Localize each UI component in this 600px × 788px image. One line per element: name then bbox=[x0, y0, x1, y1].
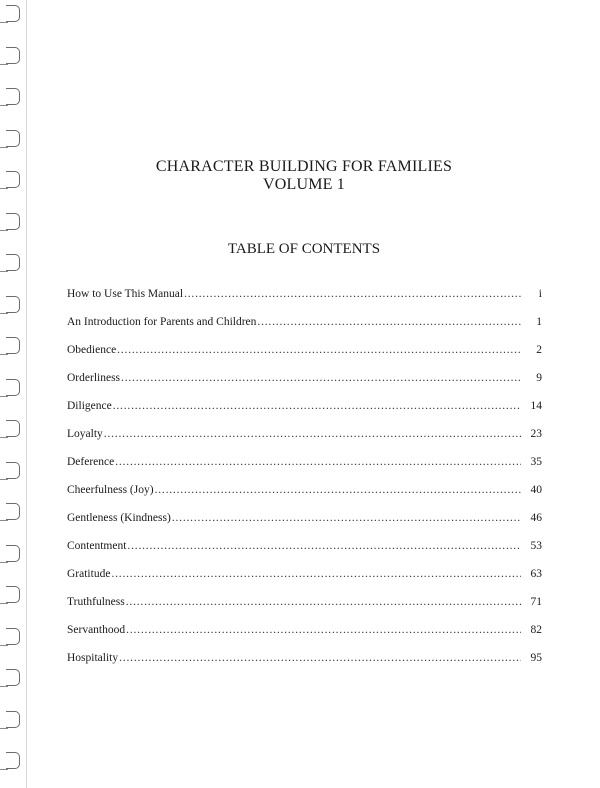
page-edge-line bbox=[26, 0, 27, 788]
binding-coil bbox=[6, 130, 20, 147]
toc-dot-leader bbox=[111, 567, 521, 581]
toc-entry-label: Orderliness bbox=[67, 372, 121, 384]
toc-dot-leader bbox=[126, 595, 521, 609]
binding-coil bbox=[6, 752, 20, 769]
toc-entry-label: Deference bbox=[67, 456, 115, 468]
toc-entry bbox=[67, 315, 542, 343]
binding-coil bbox=[6, 711, 20, 728]
toc-entry bbox=[67, 371, 542, 399]
title-line-2: VOLUME 1 bbox=[262, 176, 346, 193]
binding-coil bbox=[6, 5, 20, 22]
toc-entry bbox=[67, 567, 542, 595]
binding-coil bbox=[6, 628, 20, 645]
toc-entry bbox=[67, 455, 542, 483]
toc-entry bbox=[67, 399, 542, 427]
toc-entry-page: 46 bbox=[530, 512, 542, 524]
toc-dot-leader bbox=[115, 455, 521, 469]
toc-entry-label: Loyalty bbox=[67, 428, 103, 440]
binding-coil bbox=[6, 337, 20, 354]
toc-entry-page: i bbox=[538, 288, 542, 300]
binding-coil bbox=[6, 586, 20, 603]
toc-dot-leader bbox=[184, 287, 521, 301]
toc-entry-page: 95 bbox=[530, 652, 542, 664]
toc-entry-label: Contentment bbox=[67, 540, 127, 552]
binding-coil bbox=[6, 503, 20, 520]
title-line-1: CHARACTER BUILDING FOR FAMILIES bbox=[155, 158, 453, 175]
toc-dot-leader bbox=[119, 651, 521, 665]
toc-entry-label: Truthfulness bbox=[67, 596, 125, 608]
toc-entry-page: 23 bbox=[530, 428, 542, 440]
toc-entry bbox=[67, 651, 542, 679]
toc-entry-page: 53 bbox=[530, 540, 542, 552]
binding-coil bbox=[6, 379, 20, 396]
binding-coil bbox=[6, 545, 20, 562]
toc-dot-leader bbox=[104, 427, 521, 441]
toc-dot-leader bbox=[257, 315, 521, 329]
toc-dot-leader bbox=[126, 623, 521, 637]
toc-entry-label: Gratitude bbox=[67, 568, 111, 580]
toc-dot-leader bbox=[155, 483, 521, 497]
toc-entry bbox=[67, 595, 542, 623]
toc-entry-page: 14 bbox=[530, 400, 542, 412]
toc-entry-label: Gentleness (Kindness) bbox=[67, 512, 171, 524]
binding-coil bbox=[6, 462, 20, 479]
binding-coil bbox=[6, 296, 20, 313]
binding-coil bbox=[6, 47, 20, 64]
toc-entry-page: 35 bbox=[530, 456, 542, 468]
toc-entry-label: Obedience bbox=[67, 344, 117, 356]
binding-coil bbox=[6, 420, 20, 437]
toc-heading: TABLE OF CONTENTS bbox=[227, 241, 381, 257]
toc-entry-page: 63 bbox=[530, 568, 542, 580]
toc-entry bbox=[67, 343, 542, 371]
toc-entry bbox=[67, 427, 542, 455]
toc-dot-leader bbox=[172, 511, 521, 525]
toc-entry bbox=[67, 511, 542, 539]
table-of-contents bbox=[67, 287, 542, 679]
toc-dot-leader bbox=[127, 539, 521, 553]
toc-entry-page: 9 bbox=[536, 372, 542, 384]
toc-entry-label: How to Use This Manual bbox=[67, 288, 184, 300]
toc-dot-leader bbox=[117, 343, 521, 357]
toc-entry bbox=[67, 539, 542, 567]
toc-entry-label: An Introduction for Parents and Children bbox=[67, 316, 257, 328]
toc-entry bbox=[67, 287, 542, 315]
toc-entry-page: 1 bbox=[536, 316, 542, 328]
binding-coil bbox=[6, 88, 20, 105]
toc-entry-page: 82 bbox=[530, 624, 542, 636]
toc-entry-page: 40 bbox=[530, 484, 542, 496]
toc-entry-label: Hospitality bbox=[67, 652, 119, 664]
toc-entry-page: 2 bbox=[536, 344, 542, 356]
toc-entry bbox=[67, 623, 542, 651]
toc-entry-label: Cheerfulness (Joy) bbox=[67, 484, 154, 496]
toc-dot-leader bbox=[113, 399, 521, 413]
toc-entry-label: Servanthood bbox=[67, 624, 126, 636]
toc-entry-label: Diligence bbox=[67, 400, 112, 412]
toc-entry-page: 71 bbox=[530, 596, 542, 608]
toc-dot-leader bbox=[121, 371, 521, 385]
binding-coil bbox=[6, 669, 20, 686]
toc-entry bbox=[67, 483, 542, 511]
document-title bbox=[0, 158, 600, 194]
binding-coil bbox=[6, 213, 20, 230]
spiral-binding bbox=[0, 0, 28, 788]
